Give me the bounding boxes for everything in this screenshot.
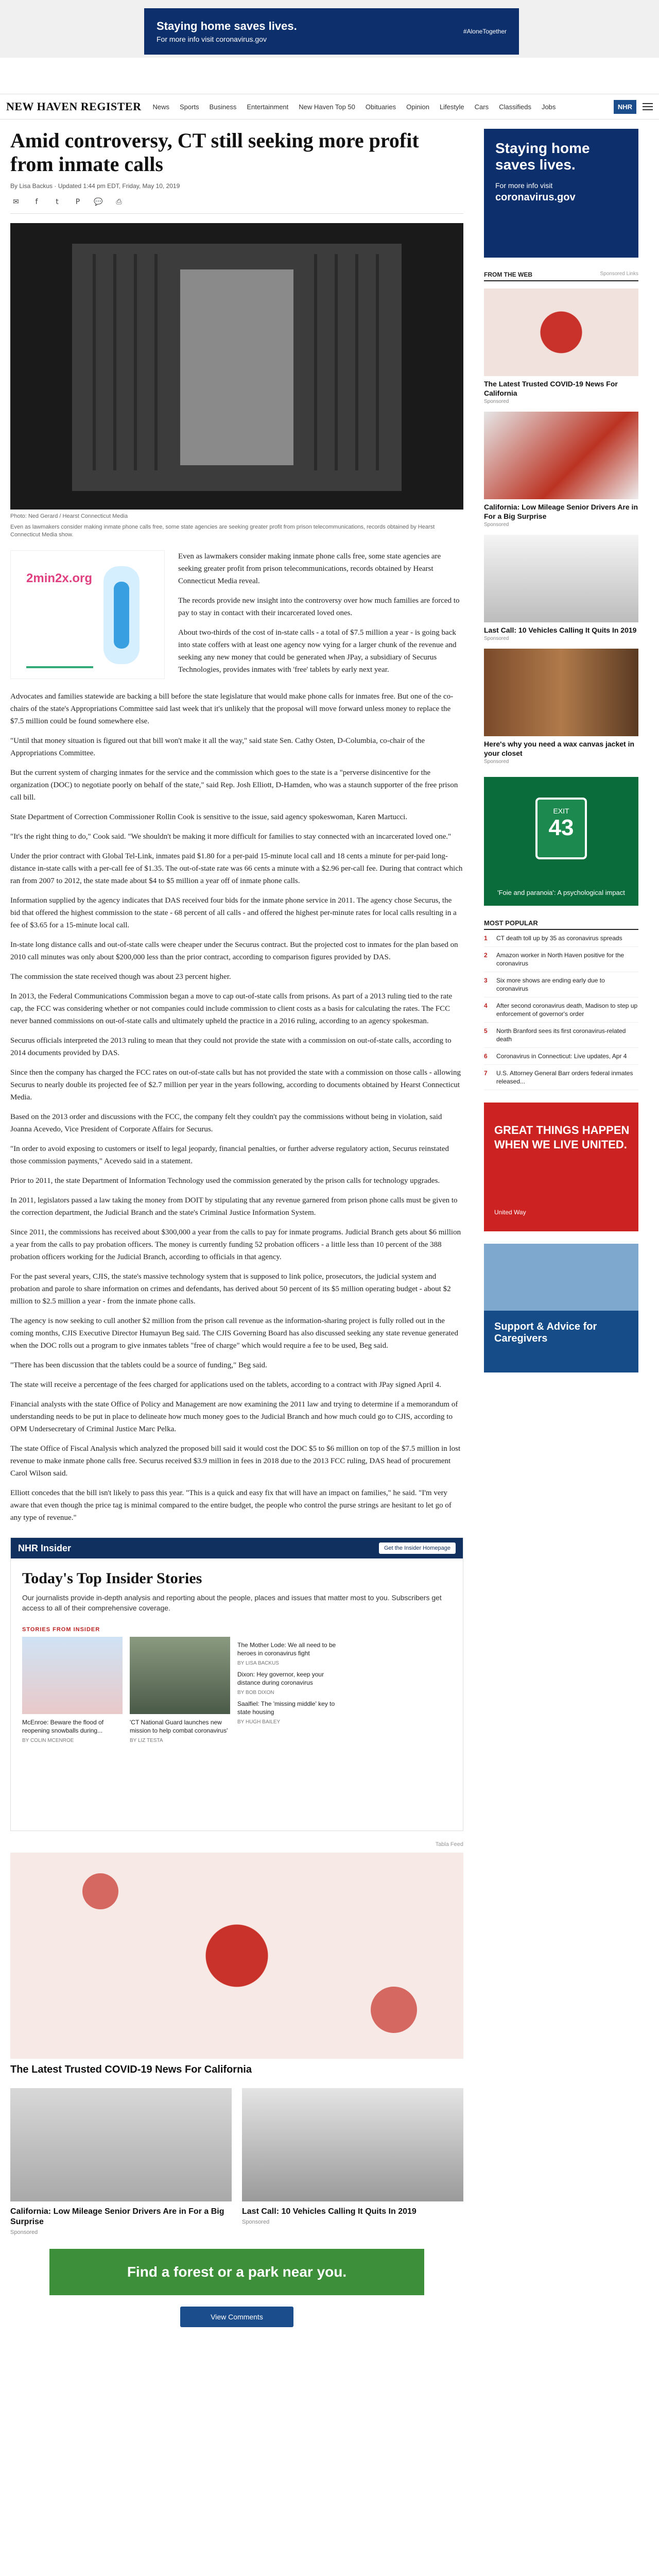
popular-title: North Branford sees its first coronavirus-related death: [496, 1027, 626, 1043]
rank-number: 1: [484, 935, 488, 942]
rail-card[interactable]: [484, 649, 638, 765]
story-author: BY LIZ TESTA: [130, 1738, 163, 1743]
insider-from-label: STORIES FROM INSIDER: [22, 1626, 100, 1633]
exit-word: EXIT: [553, 807, 569, 815]
right-rail: [484, 129, 638, 1372]
feature-source: Sponsored: [242, 2219, 270, 2225]
rail-ad-link: coronavirus.gov: [495, 192, 576, 203]
paragraph: "Until that money situation is figured out that bill won't make it all the way," said state Sen. Cathy Osten, D-Columbia, co-chair of the Appropriations Committee.: [10, 737, 425, 757]
from-the-web-header: [484, 271, 638, 281]
insider-story[interactable]: [22, 1637, 123, 1743]
popular-title: Amazon worker in North Haven positive for the coronavirus: [496, 952, 625, 967]
rail-card-title: The Latest Trusted COVID-19 News For California: [484, 380, 618, 397]
popular-title: CT death toll up by 35 as coronavirus spreads: [496, 935, 622, 942]
rail-card[interactable]: [484, 289, 638, 404]
article-headline: Amid controversy, CT still seeking more profit from inmate calls: [10, 129, 419, 176]
paragraph: Under the prior contract with Global Tel-Link, inmates paid $1.80 for a per-paid 15-minute local call and 18 cents a minute for per-paid long-distance in-state calls with a per-call fee of $1.35. The out-of-state rate was 66 cents a minute with a $2.96 per-call fee. During that contract which ran from 2007 to 2012, the state made about $4 to $5 million a year off of inmate phone calls.: [10, 852, 463, 885]
list-item[interactable]: [484, 1048, 638, 1065]
inline-ad-brand: 2min2x.org: [26, 571, 93, 585]
story-author: BY COLIN MCENROE: [22, 1738, 74, 1743]
article-photo[interactable]: [10, 223, 463, 510]
united-way-brand: United Way: [494, 1209, 526, 1216]
rail-card-title: California: Low Mileage Senior Drivers Are in For a Big Surprise: [484, 503, 638, 520]
story-title: Saalfiel: The 'missing middle' key to state housing: [237, 1700, 335, 1716]
rail-card-image: [484, 412, 638, 499]
paragraph: In 2011, legislators passed a law taking the money from DOIT by stipulating that any revenue garnered from prison phone calls must be given to the correction department, the Judicial Branch and the state's Criminal Justice Information System.: [10, 1196, 458, 1217]
paragraph: "It's the right thing to do," Cook said. "We shouldn't be making it more difficult for families to stay connected with an incarcerated loved one.": [10, 833, 452, 841]
feature-card[interactable]: [242, 2088, 463, 2235]
popular-title: Six more shows are ending early due to coronavirus: [496, 977, 605, 992]
paragraph: About two-thirds of the cost of in-state calls - a total of $7.5 million a year - is going back into state coffers with at least one agency now vying for a larger chunk of the revenue and seeking any new money that could be generated when JPay, a subsidiary of Securus Technologies, provides inmates with 'free' tablets by early next year.: [178, 629, 457, 674]
rank-number: 6: [484, 1053, 488, 1060]
pinterest-icon[interactable]: P: [75, 198, 80, 206]
nav-item-obituaries[interactable]: Obituaries: [365, 103, 396, 111]
feature-title: Last Call: 10 Vehicles Calling It Quits In 2019: [242, 2207, 417, 2216]
print-icon[interactable]: ⎙: [116, 198, 122, 206]
paragraph: Securus officials interpreted the 2013 ruling to mean that they could not provide the state with a commission on out-of-state calls, according to 2014 documents provided by DAS.: [10, 1037, 452, 1057]
rail-card-source: Sponsored: [484, 522, 509, 528]
story-author: BY BOB DIXON: [237, 1690, 274, 1696]
ad-rule: [26, 666, 93, 668]
rail-ad-sub: For more info visit: [495, 181, 553, 190]
exit-ad-caption: 'Foie and paranoia': A psychological impact: [497, 889, 625, 896]
share-bar: [10, 198, 463, 214]
rank-number: 2: [484, 952, 488, 959]
insider-logo[interactable]: NHR Insider: [18, 1543, 72, 1553]
feature-source: Sponsored: [10, 2229, 38, 2235]
paragraph: Prior to 2011, the state Department of Information Technology used the commission generated by the prison calls for technology upgrades.: [10, 1177, 440, 1185]
top-banner-ad[interactable]: [144, 8, 519, 55]
rail-card-title: Last Call: 10 Vehicles Calling It Quits In 2019: [484, 626, 637, 634]
exit-sign: [535, 798, 587, 859]
sponsored-label: Sponsored Links: [600, 271, 638, 277]
paragraph: The state will receive a percentage of the fees charged for applications used on the tablets, according to a contract with JPay signed April 4.: [10, 1381, 441, 1389]
paragraph: The agency is now seeking to cull another $2 million from the prison call revenue as the information-sharing project is fully rolled out in the coming months, CJIS Executive Director Humayun Beg said. The CJIS Governing Board has also discussed seeking any state revenue generated when the DOC rolls out a program to give inmates tablets "free of charge" which would require a fee to be used, Beg said.: [10, 1317, 458, 1350]
paragraph: "In order to avoid exposing to customers or itself to legal jeopardy, financial penalties, or further adverse regulatory action, Securus reinstated those commission payments," Acevedo said in a statement.: [10, 1145, 449, 1165]
paragraph: For the past several years, CJIS, the state's massive technology system that is supposed to link police, prosecutors, the judicial system and probation and parole to share information on crimes and defendants, has derived about 50 percent of its $5 million operating budget - about $2 million to $2.5 million a year - from the inmate phone calls.: [10, 1273, 451, 1306]
article-column: [10, 129, 463, 2327]
paragraph: The records provide new insight into the controversy over how much families are forced to pay to stay in contact with their incarcerated loved ones.: [178, 597, 460, 617]
nav-item-business[interactable]: Business: [209, 103, 237, 111]
list-item[interactable]: [484, 1023, 638, 1048]
story-title: 'CT National Guard launches new mission to help combat coronavirus': [130, 1719, 228, 1734]
feature-card-big[interactable]: [10, 1853, 463, 2076]
list-item[interactable]: [484, 997, 638, 1023]
paragraph: Even as lawmakers consider making inmate phone calls free, some state agencies are seeking greater profit from prison telecommunications, records obtained by Hearst Connecticut Media reveal.: [178, 552, 441, 585]
nav-item-top50[interactable]: New Haven Top 50: [299, 103, 355, 111]
lead-section: [10, 550, 463, 683]
main-nav: [152, 103, 556, 111]
menu-icon[interactable]: [643, 103, 653, 110]
nav-item-jobs[interactable]: Jobs: [541, 103, 556, 111]
top-ad-tag: #AloneTogether: [463, 28, 507, 35]
inline-ad[interactable]: [10, 550, 165, 679]
paragraph: State Department of Correction Commissioner Rollin Cook is sensitive to the issue, said agency spokeswoman, Karen Martucci.: [10, 813, 408, 821]
photo-caption: Even as lawmakers consider making inmate phone calls free, some state agencies are seeking greater profit from prison telecommunications, records obtained by Hearst Connecticut Media show.: [10, 524, 435, 538]
rail-card-source: Sponsored: [484, 636, 509, 641]
rank-number: 4: [484, 1002, 488, 1009]
paragraph: In-state long distance calls and out-of-state calls were cheaper under the Securus contract. But the projected cost to inmates for the plan based on 2010 call minutes was only about $200,000 less than the prior contract, according to comparison figures provided by DAS.: [10, 941, 458, 961]
rail-card-source: Sponsored: [484, 759, 509, 765]
bottom-ad-text: Find a forest or a park near you.: [127, 2264, 347, 2280]
story-title: Dixon: Hey governor, keep your distance during coronavirus: [237, 1671, 324, 1686]
feature-row: [10, 2088, 463, 2235]
insider-title: Today's Top Insider Stories: [22, 1570, 202, 1587]
top-ad-title: Staying home saves lives.: [157, 20, 297, 32]
nav-right: [614, 100, 653, 114]
rail-card-title: Here's why you need a wax canvas jacket in your closet: [484, 740, 635, 757]
feature-image: [10, 1853, 463, 2059]
twitter-icon[interactable]: t: [56, 198, 59, 206]
caregiver-image: [484, 1244, 638, 1311]
most-popular-header: MOST POPULAR: [484, 919, 638, 930]
rank-number: 7: [484, 1070, 488, 1077]
exit-number: 43: [548, 815, 574, 840]
popular-title: After second coronavirus death, Madison to step up enforcement of governor's order: [496, 1002, 638, 1018]
article-body: [10, 690, 463, 1524]
feature-title: California: Low Mileage Senior Drivers Are in For a Big Surprise: [10, 2207, 224, 2226]
nav-item-news[interactable]: News: [152, 103, 169, 111]
toothbrush-handle: [114, 582, 129, 649]
story-author: BY LISA BACKUS: [237, 1660, 279, 1666]
nav-item-lifestyle[interactable]: Lifestyle: [439, 103, 464, 111]
insider-story[interactable]: [130, 1637, 230, 1743]
list-item[interactable]: [484, 930, 638, 947]
insider-story[interactable]: [237, 1637, 338, 1743]
nav-item-opinion[interactable]: Opinion: [406, 103, 429, 111]
from-the-web-label: FROM THE WEB: [484, 271, 532, 278]
rail-card[interactable]: [484, 412, 638, 528]
nav-item-classifieds[interactable]: Classifieds: [499, 103, 531, 111]
top-ad-subtitle: For more info visit coronavirus.gov: [157, 35, 267, 43]
email-icon[interactable]: ✉: [13, 198, 19, 206]
facebook-icon[interactable]: f: [35, 198, 38, 206]
feature-card[interactable]: [10, 2088, 232, 2235]
paragraph: The commission the state received though was about 23 percent higher.: [10, 973, 231, 981]
paragraph: But the current system of charging inmates for the service and the commission which goes to the state is a "perverse disincentive for the organization (DOC) to negotiate poorly on behalf of the state," said Rep. Josh Elliott, D-Hamden, who was a staunch supporter of the free prison call bill.: [10, 769, 458, 802]
masthead: [0, 94, 659, 120]
paragraph: Advocates and families statewide are backing a bill before the state legislature that would make phone calls for inmates free. But one of the co-chairs of the state's Appropriations Committee said last week that it's unlikely that the proposal will move forward unless money to replace the $7.5 million could be found somewhere else.: [10, 692, 454, 725]
insider-homepage-button[interactable]: Get the Insider Homepage: [379, 1543, 456, 1554]
paragraph: "There has been discussion that the tablets could be a source of funding," Beg said.: [10, 1361, 267, 1369]
article-byline: By Lisa Backus · Updated 1:44 pm EDT, Friday, May 10, 2019: [10, 182, 180, 190]
caregiver-headline: Support & Advice for Caregivers: [494, 1321, 597, 1344]
list-item[interactable]: [484, 1065, 638, 1090]
popular-title: Coronavirus in Connecticut: Live updates, Apr 4: [496, 1053, 627, 1060]
nav-item-sports[interactable]: Sports: [180, 103, 199, 111]
paragraph: Financial analysts with the state Office of Policy and Management are now examining the 2011 law and trying to determine if a memorandum of understanding needs to be put in place to delineate how much money goes to the Judicial Branch and how much could go to CJIS, according to OPM Undersecretary of Criminal Justice Marc Pelka.: [10, 1400, 458, 1433]
tabla-feed-label: Tabla Feed: [435, 1841, 463, 1848]
rail-card-source: Sponsored: [484, 399, 509, 404]
paragraph: The state Office of Fiscal Analysis which analyzed the proposed bill said it would cost the DOC $5 to $6 million on top of the $7.5 million in lost revenue to make inmate phone calls free. Securus received $3.9 million in fees in 2018 due to the 2013 FCC ruling, DAS head of procurement Carol Wilson said.: [10, 1445, 461, 1478]
united-way-headline: GREAT THINGS HAPPEN WHEN WE LIVE UNITED.: [494, 1124, 630, 1151]
story-author: BY HUGH BAILEY: [237, 1719, 281, 1725]
story-thumbnail: [22, 1637, 123, 1714]
rank-number: 3: [484, 977, 488, 984]
story-title: The Mother Lode: We all need to be heroes in coronavirus fight: [237, 1641, 336, 1657]
insider-stories: [22, 1637, 452, 1743]
feature-image: [242, 2088, 463, 2201]
comment-icon[interactable]: 💬: [94, 198, 103, 206]
site-logo[interactable]: NEW HAVEN REGISTER: [6, 100, 142, 113]
photo-credit: Photo: Ned Gerard / Hearst Connecticut Media: [10, 513, 128, 519]
lead-paragraphs: [178, 550, 463, 683]
view-comments-button[interactable]: View Comments: [180, 2307, 293, 2327]
story-thumbnail: [130, 1637, 230, 1714]
paragraph: Elliott concedes that the bill isn't likely to pass this year. "This is a quick and easy fix that will have an impact on families," he said. "I'm very aware that even though the price tag is minimal compared to the entire budget, the people who control the purse strings are hesitant to let go of any type of revenue.": [10, 1489, 452, 1522]
popular-title: U.S. Attorney General Barr orders federal inmates released...: [496, 1070, 633, 1085]
rail-card-image: [484, 649, 638, 736]
feature-image: [10, 2088, 232, 2201]
paragraph: Based on the 2013 order and discussions with the FCC, the company felt they couldn't pay the commissions without being in violation, said Joanna Acevedo, Vice President of Corporate Affairs for Securus.: [10, 1113, 442, 1133]
rail-ad[interactable]: [484, 129, 638, 258]
rail-ad-title: Staying home saves lives.: [495, 140, 590, 173]
most-popular-list: [484, 930, 638, 1090]
rank-number: 5: [484, 1027, 488, 1035]
top-ad-area: [0, 0, 659, 58]
rail-card-image: [484, 535, 638, 622]
paragraph: Since 2011, the commissions has received about $300,000 a year from the calls to pay for inmate programs. Judicial Branch gets about $6 million a year from the calls to pay probation officers. The money is currently funding 52 probation officers - a little less than 10 percent of the 388 probation officers working for the Judicial Branch, according to officials in that agency.: [10, 1228, 461, 1261]
nav-item-cars[interactable]: Cars: [474, 103, 489, 111]
bottom-banner-ad[interactable]: [49, 2249, 424, 2295]
paragraph: Information supplied by the agency indicates that DAS received four bids for the inmate phone service in 2011. The agency chose Securus, the bid that offered the highest commission to the state - 68 percent of all calls - and offered the highest per-minute rates for local calls resulting in a fee of $3.65 for a 15-minute local call.: [10, 896, 457, 929]
rail-card-image: [484, 289, 638, 376]
insider-promo: [10, 1537, 463, 1831]
exit-ad[interactable]: [484, 777, 638, 906]
paragraph: In 2013, the Federal Communications Commission began a move to cap out-of-state calls from prisons. As part of a 2013 ruling tied to the rate cap, the FCC was considering whether or not companies could include commission to client costs as a basis for calculating the rates. The FCC never banned commissions on out-of-state calls and ultimately upheld the practice in a 2016 ruling, according to an agency spokesman.: [10, 992, 453, 1025]
nav-item-entertainment[interactable]: Entertainment: [247, 103, 289, 111]
feature-title: The Latest Trusted COVID-19 News For California: [10, 2064, 252, 2075]
list-item[interactable]: [484, 947, 638, 972]
insider-bar: [11, 1538, 463, 1558]
united-way-ad[interactable]: [484, 1103, 638, 1231]
caregiver-ad[interactable]: [484, 1244, 638, 1372]
rail-card[interactable]: [484, 535, 638, 641]
paragraph: Since then the company has charged the FCC rates on out-of-state calls but has not provided the state with a commission on those calls - allowing Securus to nearly double its projected fee of $2.7 million per year in the years following, according to documents obtained by Hearst Connecticut Media.: [10, 1069, 461, 1101]
insider-description: Our journalists provide in-depth analysis and reporting about the people, places and issues that matter most to you. Subscribers get access to all of their comprehensive coverage.: [22, 1594, 442, 1612]
story-title: McEnroe: Beware the flood of reopening snowballs during...: [22, 1719, 104, 1734]
list-item[interactable]: [484, 972, 638, 997]
nhr-badge[interactable]: NHR: [614, 100, 636, 114]
